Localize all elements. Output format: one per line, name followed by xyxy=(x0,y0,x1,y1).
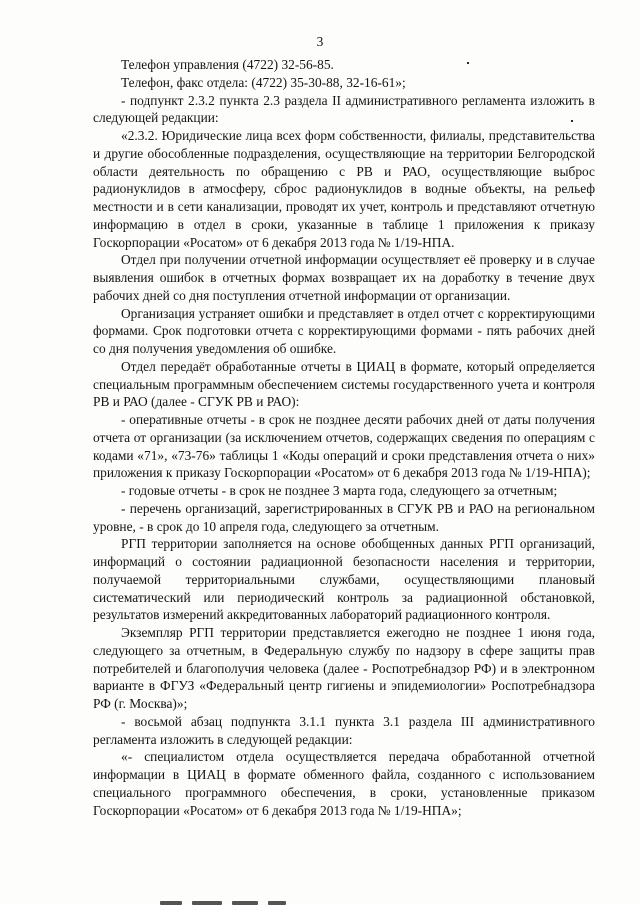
paragraph-department-check: Отдел при получении отчетной информации осуществляет её проверку и в случае выявления ошибок в отчетных формах возвращает их на доработку в течение двух рабочих дней со дня поступления отчетной информации от организации. xyxy=(93,252,595,303)
document-body xyxy=(93,56,595,819)
page-number: 3 xyxy=(316,34,324,49)
paragraph-rgp-copy: Экземпляр РГП территории представляется ежегодно не позднее 1 июня года, следующего за отчетным, в Федеральную службу по надзору в сфере защиты прав потребителей и благополучия человека (далее - Роспотребнадзор РФ) и в электронном варианте в ФГУЗ «Федеральный центр гигиены и эпидемиологии» Роспотребнадзора РФ (г. Москва)»; xyxy=(93,625,595,711)
scan-speck xyxy=(571,120,573,122)
paragraph-2-3-2-legal-entities: «2.3.2. Юридические лица всех форм собственности, филиалы, представительства и другие обособленные подразделения, осуществляющие на территории Белгородской области деятельность по обращению с РВ и РАО, осуществляющие выброс радионуклидов в атмосферу, сброс радионуклидов в водные объекты, на рельеф местности и в сети канализации, проводят их учет, контроль и представляют отчетную информацию в отдел в сроки, указанные в таблице 1 приложения к приказу Госкорпорации «Росатом» от 6 декабря 2013 года № 1/19-НПА. xyxy=(93,128,595,250)
next-page-bleed xyxy=(0,899,640,905)
scan-speck xyxy=(467,62,469,64)
paragraph-specialist-transfer: «- специалистом отдела осуществляется передача обработанной отчетной информации в ЦИАЦ в формате обменного файла, созданного с использованием специального программного обеспечения, в сроки, установленные приказом Госкорпорации «Росатом» от 6 декабря 2013 года № 1/19-НПА»; xyxy=(93,749,595,818)
paragraph-annual-reports: - годовые отчеты - в срок не позднее 3 марта года, следующего за отчетным; xyxy=(121,483,558,498)
paragraph-rgp-territory: РГП территории заполняется на основе обобщенных данных РГП организаций, информаций о состоянии радиационной безопасности населения и территории, получаемой территориальными службами, осуществляющими плановый систематический или периодический контроль за радиационной обстановкой, результатов измерений аккредитованных лабораторий радиационного контроля. xyxy=(93,536,595,623)
paragraph-phone-fax-office: Телефон, факс отдела: (4722) 35-30-88, 32-16-61»; xyxy=(121,74,406,90)
paragraph-phone-department: Телефон управления (4722) 32-56-85. xyxy=(121,57,334,72)
paragraph-reports-to-ciac: Отдел передаёт обработанные отчеты в ЦИАЦ в формате, который определяется специальным программным обеспечением системы государственного учета и контроля РВ и РАО (далее - СГУК РВ и РАО): xyxy=(93,358,595,410)
paragraph-organization-corrects: Организация устраняет ошибки и представляет в отдел отчет с корректирующими формами. Срок подготовки отчета с корректирующими формами - пять рабочих дней со дня получения уведомления об ошибке. xyxy=(93,305,595,356)
paragraph-subpoint-2-3-2-intro: - подпункт 2.3.2 пункта 2.3 раздела II административного регламента изложить в следующей редакции: xyxy=(93,92,595,126)
paragraph-operational-reports: - оперативные отчеты - в срок не позднее десяти рабочих дней от даты получения отчета от организации (за исключением отчетов, содержащих сведения по операциям с кодами «71», «73-76» таблицы 1 «Коды операций и сроки представления отчета о них» приложения к приказу Госкорпорации «Росатом» от 6 декабря 2013 года № 1/19-НПА); xyxy=(93,412,595,481)
paragraph-organizations-list: - перечень организаций, зарегистрированных в СГУК РВ и РАО на региональном уровне, - в срок до 10 апреля года, следующего за отчетным. xyxy=(93,500,595,534)
paragraph-subpoint-3-1-1-intro: - восьмой абзац подпункта 3.1.1 пункта 3.1 раздела III административного регламента изложить в следующей редакции: xyxy=(93,713,595,747)
